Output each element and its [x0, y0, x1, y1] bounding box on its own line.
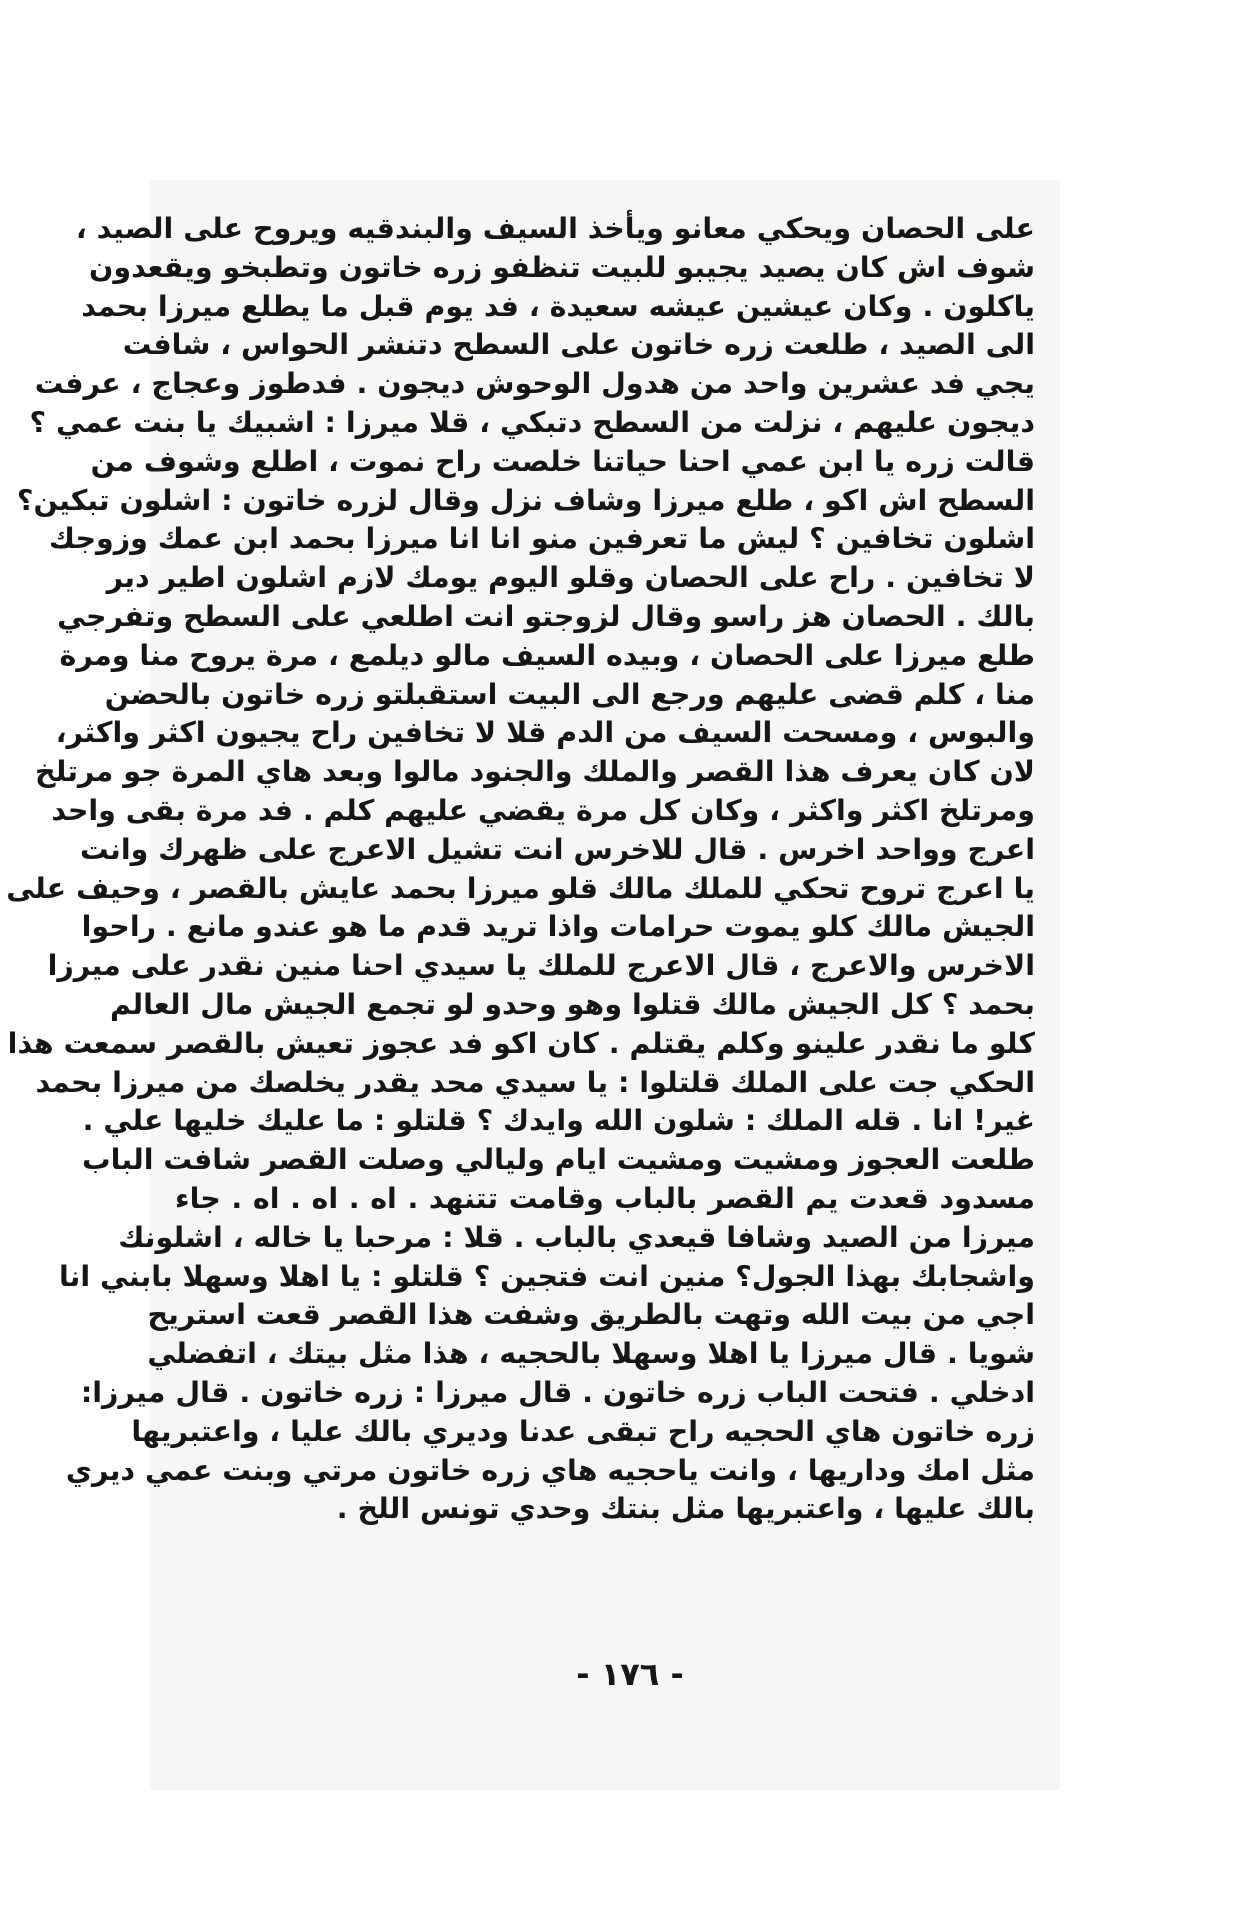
text-line: اعرج وواحد اخرس . قال للاخرس انت تشيل الاعرج على ظهرك وانت [79, 832, 1035, 866]
text-line: السطح اش اكو ، طلع ميرزا وشاف نزل وقال لزره خاتون : اشلون تبكين؟ [16, 483, 1035, 517]
text-line: بحمد ؟ كل الجيش مالك قتلوا وهو وحدو لو تجمع الجيش مال العالم [110, 987, 1035, 1021]
text-line: زره خاتون هاي الحجيه راح تبقى عدنا وديري بالك عليا ، واعتبريها [131, 1414, 1035, 1448]
text-line: طلع ميرزا على الحصان ، وبيده السيف مالو ديلمع ، مرة يروح منا ومرة [59, 638, 1035, 672]
text-line: الى الصيد ، طلعت زره خاتون على السطح دتنشر الحواس ، شافت [122, 328, 1035, 362]
text-line: ديجون عليهم ، نزلت من السطح دتبكي ، قلا ميرزا : اشبيك يا بنت عمي ؟ [29, 405, 1035, 439]
text-line: طلعت العجوز ومشيت ومشيت ايام وليالي وصلت القصر شافت الباب [82, 1143, 1035, 1177]
text-line: مسدود قعدت يم القصر بالباب وقامت تتنهد . اه . اه . اه . جاء [175, 1181, 1035, 1215]
text-line: منا ، كلم قضى عليهم ورجع الى البيت استقبلتو زره خاتون بالحضن [104, 677, 1035, 711]
text-line: والبوس ، ومسحت السيف من الدم قلا لا تخافين راح يجيون اكثر واكثر، [55, 716, 1035, 750]
text-line: الجيش مالك كلو يموت حرامات واذا تريد قدم ما هو عندو مانع . راحوا [81, 910, 1035, 944]
text-line: ميرزا من الصيد وشافا قيعدي بالباب . قلا : مرحبا يا خاله ، اشلونك [118, 1220, 1035, 1254]
text-line: لان كان يعرف هذا القصر والملك والجنود مالوا وبعد هاي المرة جو مرتلخ [35, 755, 1035, 789]
text-line: الاخرس والاعرج ، قال الاعرج للملك يا سيدي احنا منين نقدر على ميرزا [47, 949, 1035, 983]
text-line: لا تخافين . راح على الحصان وقلو اليوم يومك لازم اشلون اطير دير [106, 561, 1035, 595]
text-line: كلو ما نقدر علينو وكلم يقتلم . كان اكو فد عجوز تعيش بالقصر سمعت هذا [7, 1026, 1035, 1060]
text-line: قالت زره يا ابن عمي احنا حياتنا خلصت راح نموت ، اطلع وشوف من [90, 444, 1035, 478]
text-line: شوف اش كان يصيد يجيبو للبيت تنظفو زره خاتون وتطبخو ويقعدون [89, 250, 1035, 284]
body-text [6, 210, 1035, 1529]
text-line: اجي من بيت الله وتهت بالطريق وشفت هذا القصر قعت استريح [147, 1298, 1035, 1332]
text-line: يجي فد عشرين واحد من هدول الوحوش ديجون . فدطوز وعجاج ، عرفت [34, 367, 1035, 401]
text-line: الحكي جت على الملك قلتلوا : يا سيدي محد يقدر يخلصك من ميرزا بحمد [35, 1065, 1035, 1099]
text-line: اشلون تخافين ؟ ليش ما تعرفين منو انا انا ميرزا بحمد ابن عمك وزوجك [48, 522, 1035, 556]
text-line: شويا . قال ميرزا يا اهلا وسهلا بالحجيه ، هذا مثل بيتك ، اتفضلي [147, 1337, 1035, 1371]
text-line: ومرتلخ اكثر واكثر ، وكان كل مرة يقضي عليهم كلم . فد مرة بقى واحد [51, 793, 1035, 827]
text-line: واشجابك بهذا الجول؟ منين انت فتجين ؟ قلتلو : يا اهلا وسهلا بابني انا [58, 1259, 1035, 1293]
text-line: مثل امك وداريها ، وانت ياحجيه هاي زره خاتون مرتي وبنت عمي ديري [65, 1453, 1035, 1487]
text-line: ادخلي . فتحت الباب زره خاتون . قال ميرزا : زره خاتون . قال ميرزا: [80, 1375, 1035, 1409]
page-number: - ١٧٦ - [576, 1655, 684, 1693]
text-line: بالك . الحصان هز راسو وقال لزوجتو انت اطلعي على السطح وتفرجي [57, 599, 1035, 633]
text-line: غير! انا . قله الملك : شلون الله وايدك ؟ قلتلو : ما عليك خليها علي . [82, 1104, 1035, 1138]
text-line: على الحصان ويحكي معانو ويأخذ السيف والبندقيه ويروح على الصيد ، [75, 212, 1035, 245]
text-line: بالك عليها ، واعتبريها مثل بنتك وحدي تونس اللخ . [336, 1492, 1035, 1526]
text-line: يا اعرج تروح تحكي للملك مالك قلو ميرزا بحمد عايش بالقصر ، وحيف على [6, 871, 1035, 905]
text-line: ياكلون . وكان عيشين عيشه سعيدة ، فد يوم قبل ما يطلع ميرزا بحمد [81, 289, 1035, 323]
